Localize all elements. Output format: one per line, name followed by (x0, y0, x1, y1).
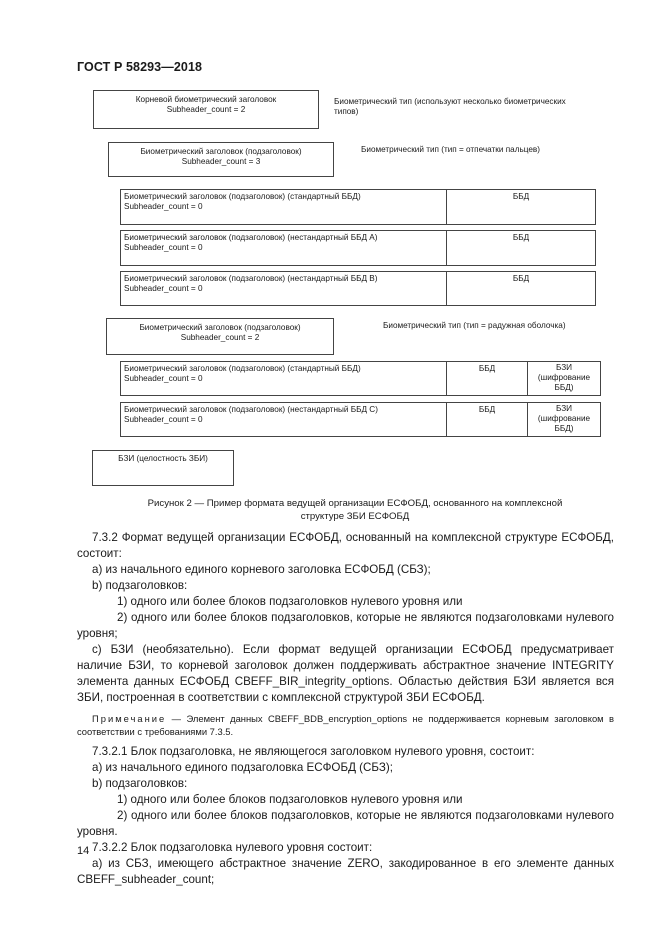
item-b1-2: 1) одного или более блоков подзаголовков нулевого уровня или (117, 793, 463, 806)
bdb-cell: ББД (446, 231, 595, 265)
item-b: b) подзаголовков: (92, 579, 188, 592)
group1-row-1 (120, 189, 596, 225)
bdb-cell: ББД (446, 362, 527, 395)
item-a-2: а) из начального единого подзаголовка ЕСФОБД (СБЗ); (92, 761, 393, 774)
group1-header-box (108, 142, 334, 177)
group2-header-title: Биометрический заголовок (подзаголовок) (139, 323, 301, 332)
bdb-cell: ББД (446, 272, 595, 305)
standard-id-header: ГОСТ Р 58293—2018 (77, 60, 203, 74)
row-count: Subheader_count = 0 (124, 202, 203, 211)
note-label: Примечание (92, 713, 167, 724)
root-header-box (93, 90, 319, 129)
note (77, 712, 614, 738)
item-b-2: b) подзаголовков: (92, 777, 188, 790)
group2-header-count: Subheader_count = 2 (180, 333, 260, 342)
root-side-label: Биометрический тип (используют несколько биометрических типов) (334, 97, 566, 116)
sb-cell: БЗИ (шифрование ББД) (527, 362, 600, 395)
group2-row-2 (120, 402, 601, 437)
row-title: Биометрический заголовок (подзаголовок) (стандартный ББД) (124, 192, 361, 201)
group1-row-2 (120, 230, 596, 266)
note-text: — Элемент данных CBEFF_BDB_encryption_options не поддерживается корневым заголовком в соответствии с требованиями 7.3.5. (77, 713, 614, 737)
section-7-3-2-1: 7.3.2.1 Блок подзаголовка, не являющегося заголовком нулевого уровня, состоит: (92, 745, 535, 758)
group1-header-count: Subheader_count = 3 (181, 157, 261, 166)
page-number: 14 (77, 845, 90, 857)
integrity-block-label: БЗИ (целостность ЗБИ) (118, 454, 208, 463)
item-b2-2: 2) одного или более блоков подзаголовков, которые не являются подзаголовками нулевого уровня. (77, 809, 614, 838)
row-count: Subheader_count = 0 (124, 415, 203, 424)
row-title: Биометрический заголовок (подзаголовок) (стандартный ББД) (124, 364, 361, 373)
body-text (77, 530, 614, 888)
bdb-cell: ББД (446, 403, 527, 436)
group1-row-3 (120, 271, 596, 306)
item-b2: 2) одного или более блоков подзаголовков, которые не являются подзаголовками нулевого уровня; (77, 611, 614, 640)
group2-header-box (106, 318, 334, 355)
item-a-3: а) из СБЗ, имеющего абстрактное значение ZERO, закодированное в его элементе данных CBEFF_subheader_count; (77, 857, 614, 886)
item-b1: 1) одного или более блоков подзаголовков нулевого уровня или (117, 595, 463, 608)
row-count: Subheader_count = 0 (124, 284, 203, 293)
group1-side-label: Биометрический тип (тип = отпечатки пальцев) (361, 145, 540, 154)
item-c: с) БЗИ (необязательно). Если формат ведущей организации ЕСФОБД предусматривает наличие БЗИ, то корневой заголовок должен поддерживать абстрактное значение INTEGRITY элемента данных ЕСФОБД CBEFF_BIR_integrity_options. Областью действия БЗИ является вся ЗБИ, построенная в соответствии с комплексной структурой ЗБИ ЕСФОБД. (77, 643, 614, 704)
section-7-3-2-2: 7.3.2.2 Блок подзаголовка нулевого уровня состоит: (92, 841, 373, 854)
row-title: Биометрический заголовок (подзаголовок) (нестандартный ББД В) (124, 274, 378, 283)
integrity-block-box (92, 450, 234, 486)
item-a: а) из начального единого корневого заголовка ЕСФОБД (СБЗ); (92, 563, 431, 576)
group2-side-label: Биометрический тип (тип = радужная оболочка) (383, 321, 566, 330)
bdb-cell: ББД (446, 190, 595, 224)
group1-header-title: Биометрический заголовок (подзаголовок) (140, 147, 302, 156)
row-count: Subheader_count = 0 (124, 374, 203, 383)
row-title: Биометрический заголовок (подзаголовок) (нестандартный ББД С) (124, 405, 378, 414)
root-header-count: Subheader_count = 2 (166, 105, 246, 114)
root-header-title: Корневой биометрический заголовок (135, 95, 277, 104)
row-title: Биометрический заголовок (подзаголовок) (нестандартный ББД А) (124, 233, 378, 242)
sb-cell: БЗИ (шифрование ББД) (527, 403, 600, 436)
group2-row-1 (120, 361, 601, 396)
row-count: Subheader_count = 0 (124, 243, 203, 252)
section-7-3-2: 7.3.2 Формат ведущей организации ЕСФОБД, основанный на комплексной структуре ЕСФОБД, состоит: (77, 531, 614, 560)
figure-caption: Рисунок 2 — Пример формата ведущей организации ЕСФОБД, основанного на комплексной структуре ЗБИ ЕСФОБД (147, 498, 563, 522)
